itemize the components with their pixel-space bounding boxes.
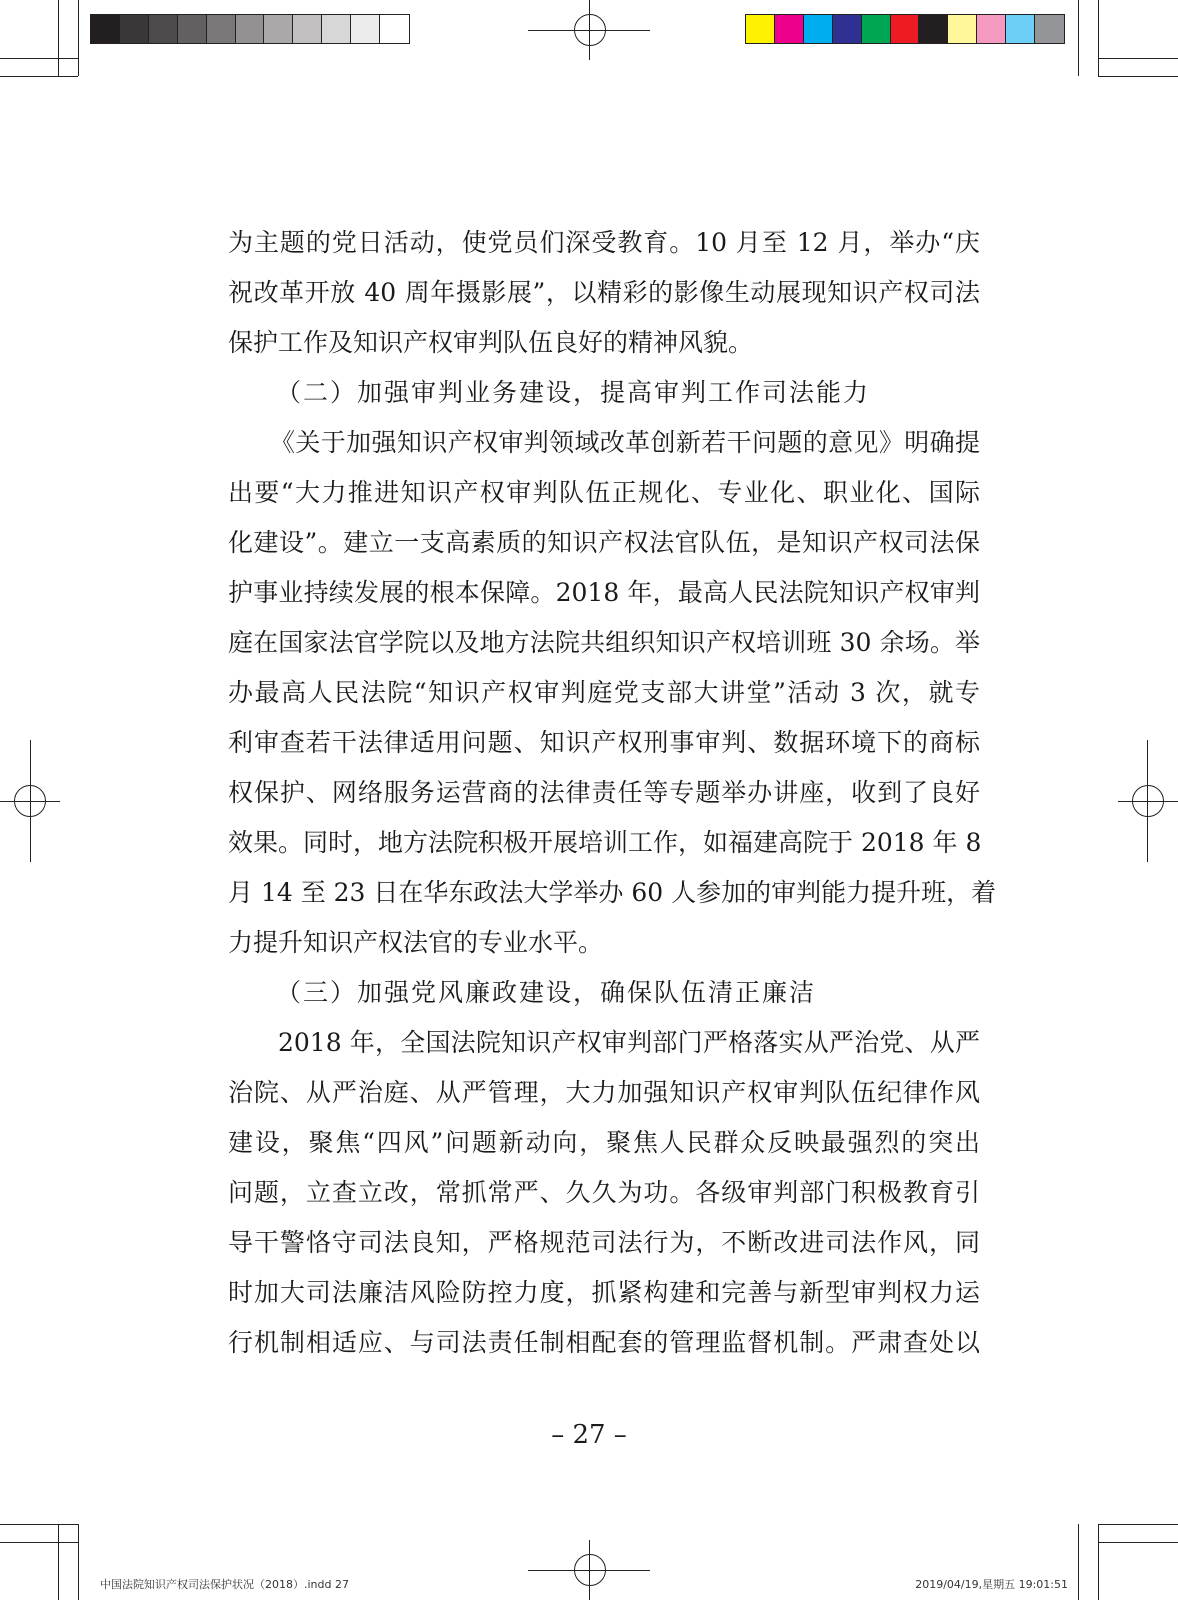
crop-mark [0,76,78,77]
file-slug-left: 中国法院知识产权司法保护状况（2018）.indd 27 [100,1578,349,1591]
crop-mark [1098,76,1178,77]
text-line: 治院、从严治庭、从严管理，大力加强知识产权审判队伍纪律作风 [228,1078,980,1107]
paragraph-2 [228,418,997,968]
text-line: 建设，聚焦“四风”问题新动向，聚焦人民群众反映最强烈的突出 [228,1128,980,1157]
paragraph-1 [228,218,980,368]
color-swatch [833,15,862,43]
text-line: 庭在国家法官学院以及地方法院共组织知识产权培训班 30 余场。举 [228,628,980,657]
text-line: 时加大司法廉洁风险防控力度，抓紧构建和完善与新型审判权力运 [228,1278,980,1307]
crop-mark [1078,0,1079,76]
color-swatch [804,15,833,43]
text-line: 办最高人民法院“知识产权审判庭党支部大讲堂”活动 3 次，就专 [228,678,980,707]
crop-mark [58,0,59,76]
color-swatch [149,15,178,43]
color-swatch [322,15,351,43]
text-line: 护事业持续发展的根本保障。2018 年，最高人民法院知识产权审判 [228,578,980,607]
grayscale-color-bar [90,14,410,44]
color-swatch [293,15,322,43]
crop-mark [0,58,78,59]
crop-mark [1098,1524,1178,1525]
color-swatch [977,15,1006,43]
text-line: 月 14 至 23 日在华东政法大学举办 60 人参加的审判能力提升班，着 [228,878,997,907]
color-swatch [91,15,120,43]
text-line: 出要“大力推进知识产权审判队伍正规化、专业化、职业化、国际 [228,478,980,507]
crop-mark [0,1542,78,1543]
crop-mark [0,1524,78,1525]
color-swatch [948,15,977,43]
text-line: 问题，立查立改，常抓常严、久久为功。各级审判部门积极教育引 [228,1178,980,1207]
paragraph-3 [228,1018,980,1368]
text-line: 导干警恪守司法良知，严格规范司法行为，不断改进司法作风，同 [228,1228,980,1257]
crop-mark [1078,1524,1079,1600]
text-line: 权保护、网络服务运营商的法律责任等专题举办讲座，收到了良好 [228,778,980,807]
crop-mark [1098,1542,1178,1543]
text-line: 行机制相适应、与司法责任制相配套的管理监督机制。严肃查处以 [228,1328,980,1357]
color-swatch [178,15,207,43]
text-line: 利审查若干法律适用问题、知识产权刑事审判、数据环境下的商标 [228,728,980,757]
page-number: – 27 – [551,1420,627,1450]
text-line: 祝改革开放 40 周年摄影展”，以精彩的影像生动展现知识产权司法 [228,278,980,307]
color-swatch [380,15,409,43]
color-swatch [1006,15,1035,43]
section-heading-3: （三）加强党风廉政建设，确保队伍清正廉洁 [276,978,817,1007]
text-line: 《关于加强知识产权审判领域改革创新若干问题的意见》明确提 [270,428,980,457]
text-line: 2018 年，全国法院知识产权审判部门严格落实从严治党、从严 [278,1028,980,1057]
color-swatch [264,15,293,43]
color-swatch [746,15,775,43]
process-color-bar [745,14,1065,44]
color-swatch [1035,15,1064,43]
color-swatch [862,15,891,43]
crop-mark [78,1524,79,1600]
text-line: 为主题的党日活动，使党员们深受教育。10 月至 12 月，举办“庆 [228,228,980,257]
crop-mark [78,0,79,76]
text-line: 化建设”。建立一支高素质的知识产权法官队伍，是知识产权司法保 [228,528,980,557]
color-swatch [207,15,236,43]
color-swatch [351,15,380,43]
color-swatch [919,15,948,43]
text-line: 力提升知识产权法官的专业水平。 [228,928,604,957]
text-line: 效果。同时，地方法院积极开展培训工作，如福建高院于 2018 年 8 [228,828,982,857]
crop-mark [1098,0,1099,76]
crop-mark [58,1524,59,1600]
color-swatch [236,15,265,43]
text-line: 保护工作及知识产权审判队伍良好的精神风貌。 [228,328,754,357]
crop-mark [1098,58,1178,59]
color-swatch [120,15,149,43]
crop-mark [1098,1524,1099,1600]
file-slug-right: 2019/04/19,星期五 19:01:51 [915,1578,1068,1591]
color-swatch [775,15,804,43]
color-swatch [891,15,920,43]
section-heading-2: （二）加强审判业务建设，提高审判工作司法能力 [276,378,871,407]
